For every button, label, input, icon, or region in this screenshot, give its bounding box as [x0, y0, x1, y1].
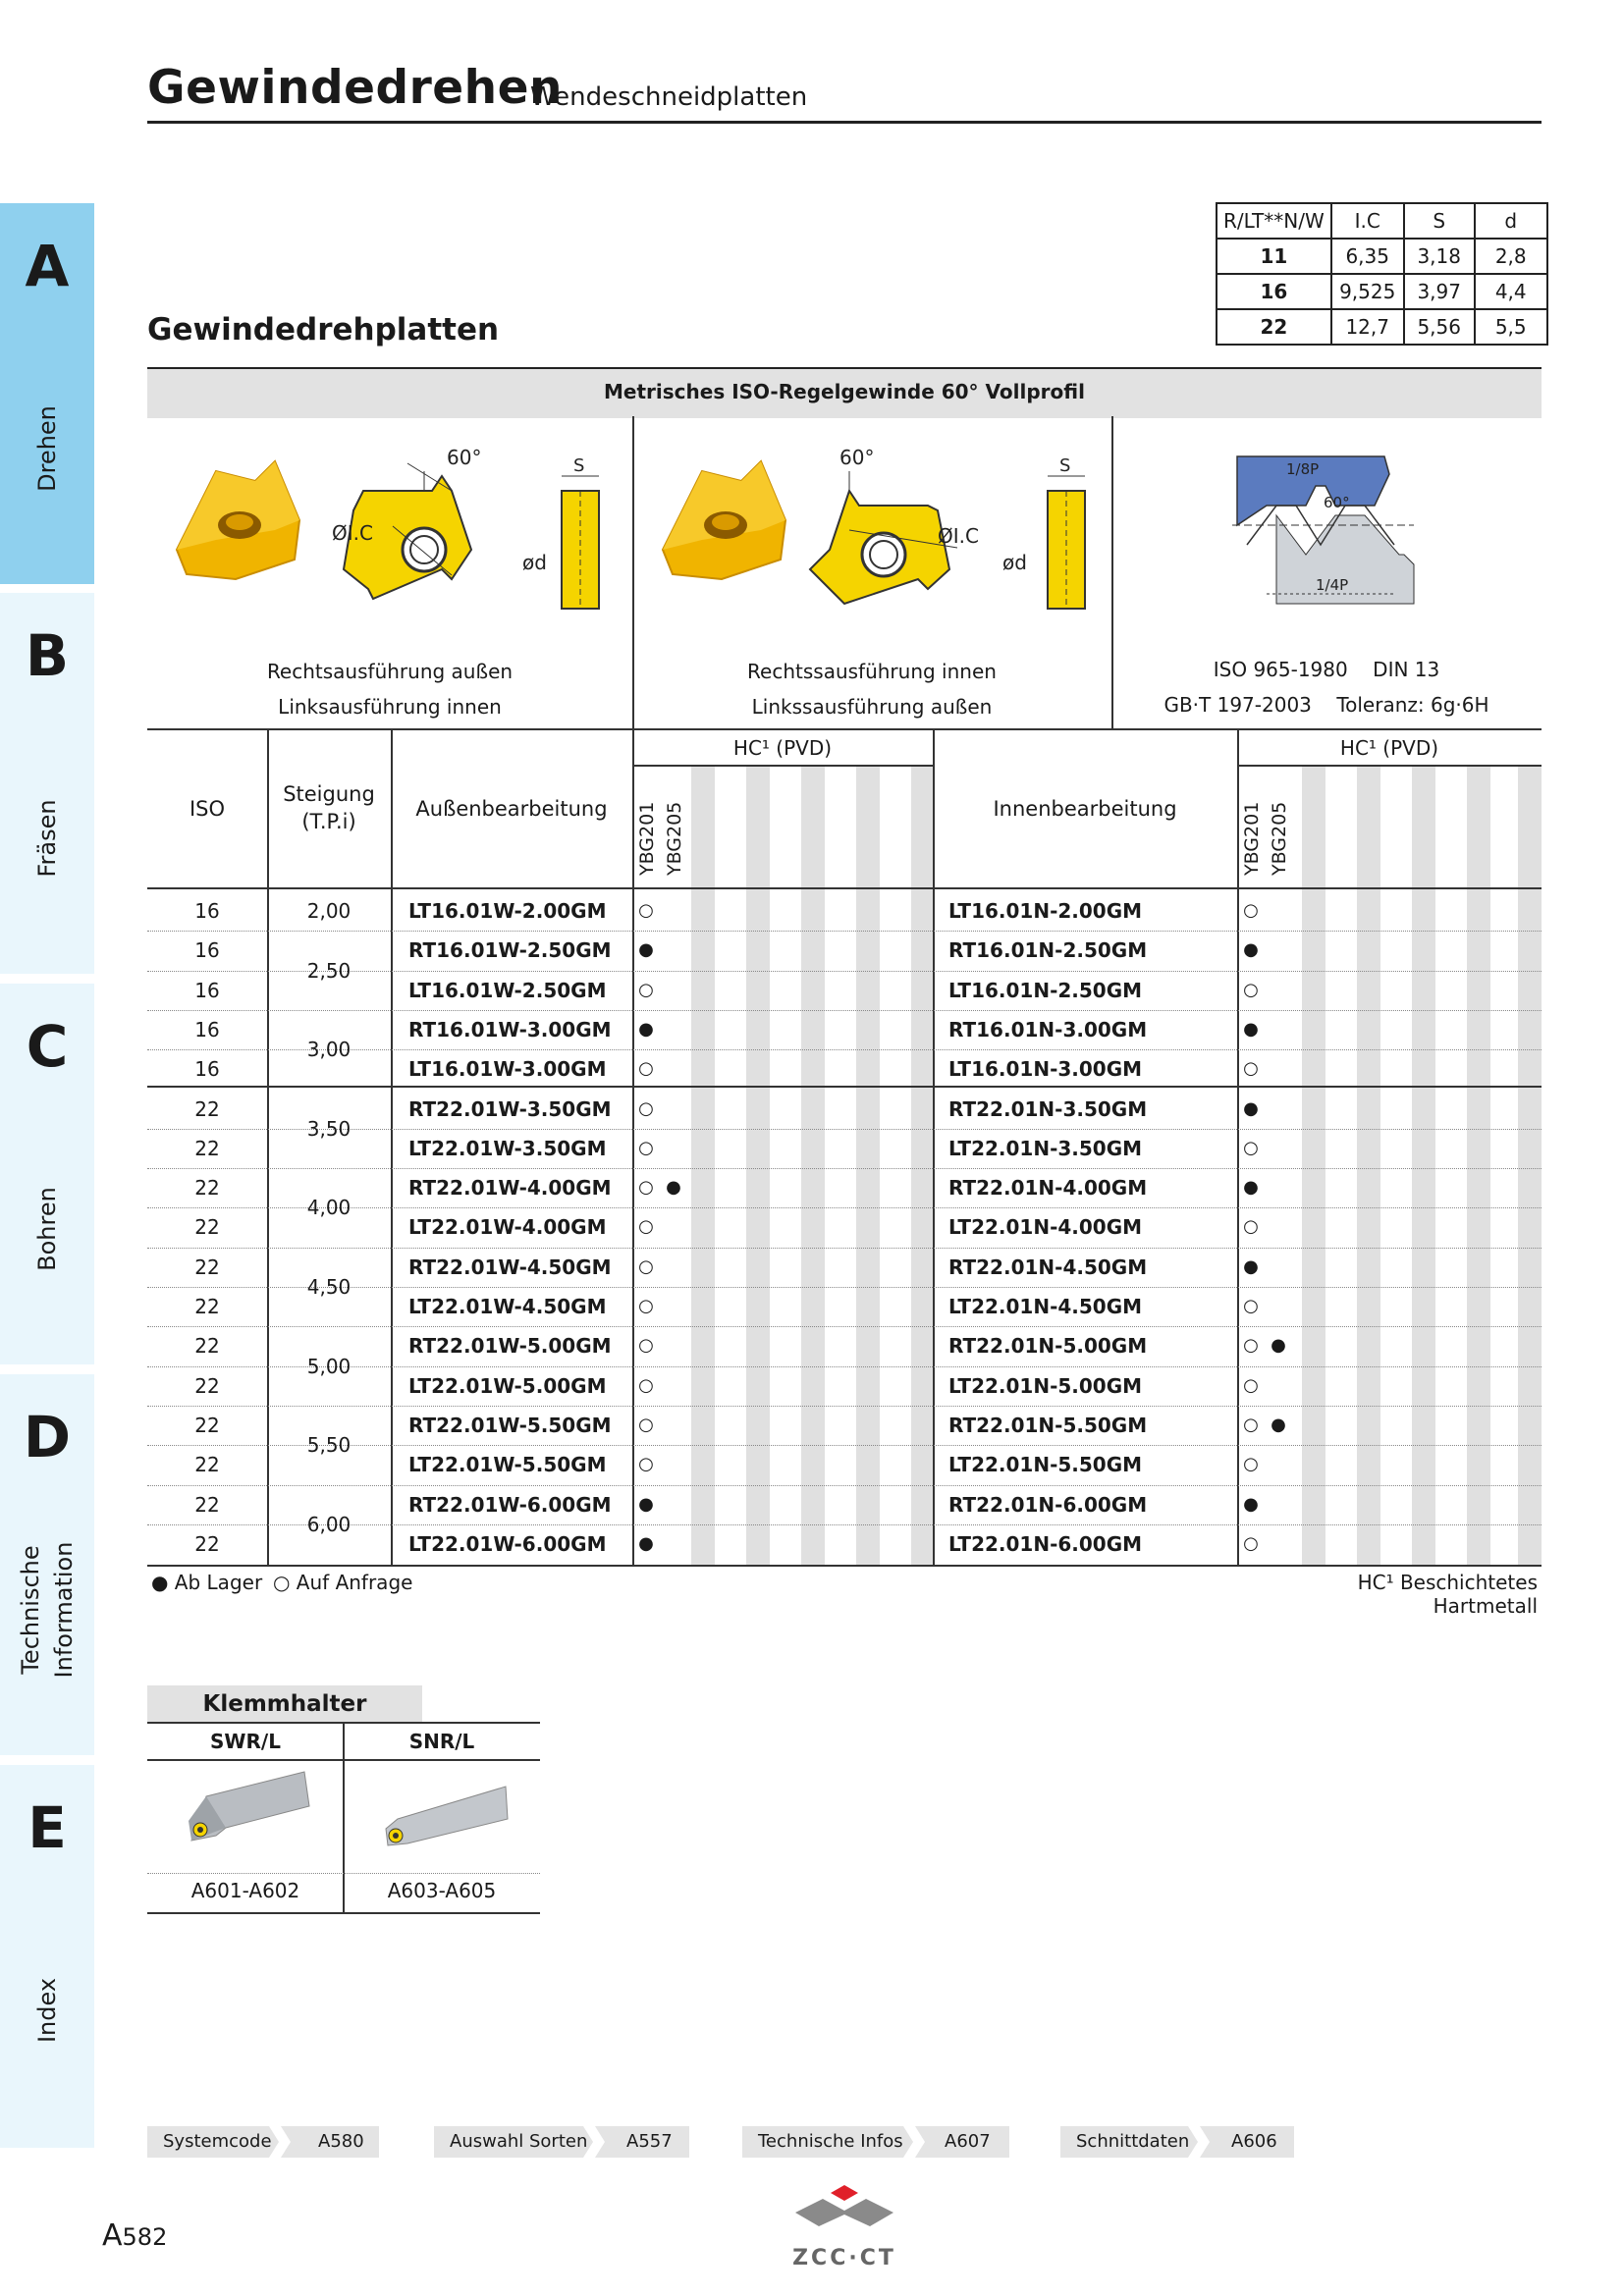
availability-ybg201-inner: ○ — [1243, 1532, 1259, 1554]
insert-front-view-icon — [810, 471, 957, 604]
availability-ybg201-outer: ○ — [638, 900, 654, 921]
header-hc-inner: HC¹ (PVD) — [1339, 736, 1439, 760]
size-cell: 2,8 — [1475, 239, 1547, 274]
chevron-right-icon — [269, 2126, 291, 2158]
pitch-cell: 5,00 — [306, 1354, 352, 1378]
availability-ybg201-outer: ● — [638, 939, 654, 961]
caption-norm-1: ISO 965-1980 DIN 13 — [1213, 658, 1440, 681]
nav-technische-infos[interactable] — [742, 2126, 1009, 2158]
outer-code-cell: LT22.01W-6.00GM — [408, 1531, 607, 1556]
grade-ybg201-outer: YBG201 — [636, 801, 658, 876]
inner-code-cell: RT22.01N-4.00GM — [948, 1176, 1148, 1201]
page-number — [102, 2218, 167, 2253]
iso-cell: 22 — [194, 1334, 220, 1359]
inner-code-cell: LT22.01N-5.50GM — [948, 1453, 1143, 1477]
availability-ybg205-outer — [664, 971, 683, 1010]
row-separator — [147, 1248, 1542, 1249]
availability-ybg205-outer — [664, 1248, 683, 1287]
header-pitch-tpi: (T.P.i) — [301, 810, 356, 833]
table-bottom-rule — [147, 1565, 1542, 1567]
size-header: d — [1475, 203, 1547, 239]
outer-code-cell: RT22.01W-5.00GM — [408, 1334, 612, 1359]
caption-outer-1: Rechtsausführung außen — [266, 660, 514, 683]
availability-ybg205-outer — [664, 1207, 683, 1247]
availability-ybg201-outer: ○ — [638, 1454, 654, 1475]
nav-label: Systemcode — [163, 2131, 272, 2152]
tab-label: Bohren — [33, 1187, 61, 1271]
availability-ybg201-inner: ○ — [1243, 1296, 1259, 1316]
inner-code-cell: LT16.01N-2.50GM — [948, 978, 1143, 1002]
size-cell: 5,5 — [1475, 309, 1547, 345]
s-label: S — [573, 455, 585, 476]
klemmhalter-title: Klemmhalter — [202, 1691, 367, 1717]
nav-label: Technische Infos — [758, 2131, 903, 2152]
availability-ybg205-inner — [1269, 971, 1288, 1010]
pitch-cell: 5,50 — [306, 1433, 352, 1458]
outer-code-cell: RT22.01W-4.50GM — [408, 1255, 612, 1279]
size-cell: 9,525 — [1331, 274, 1404, 309]
availability-ybg201-outer: ○ — [638, 1414, 654, 1435]
availability-ybg201-inner: ● — [1243, 1255, 1259, 1277]
tab-drehen[interactable] — [0, 203, 94, 584]
tab-technische-information[interactable] — [0, 1374, 94, 1755]
hc-rule — [634, 765, 933, 767]
size-cell: 3,18 — [1404, 239, 1475, 274]
size-cell: 3,97 — [1404, 274, 1475, 309]
availability-ybg201-outer: ○ — [638, 1296, 654, 1316]
outer-code-cell: LT16.01W-3.00GM — [408, 1057, 607, 1082]
inner-code-cell: RT22.01N-3.50GM — [948, 1096, 1148, 1121]
availability-ybg201-outer: ● — [638, 1018, 654, 1040]
header-outer: Außenbearbeitung — [415, 797, 608, 821]
ic-label: ØI.C — [938, 524, 979, 548]
availability-ybg205-outer — [664, 891, 683, 931]
availability-ybg201-outer: ○ — [638, 1097, 654, 1119]
inner-code-cell: LT22.01N-6.00GM — [948, 1531, 1143, 1556]
availability-ybg205-inner — [1269, 1485, 1288, 1524]
availability-ybg205-inner — [1269, 1010, 1288, 1049]
availability-ybg205-outer — [664, 1406, 683, 1445]
kh-col-snr: SNR/L — [408, 1730, 475, 1753]
outer-insert-illustration — [157, 432, 619, 618]
iso-cell: 22 — [194, 1136, 220, 1160]
outer-code-cell: RT16.01W-3.00GM — [408, 1017, 612, 1041]
availability-ybg205-inner — [1269, 891, 1288, 931]
size-header: R/LT**N/W — [1217, 203, 1331, 239]
size-cell: 22 — [1217, 309, 1331, 345]
iso-cell: 16 — [194, 938, 220, 963]
grade-stripe — [856, 766, 880, 1567]
iso-cell: 22 — [194, 1413, 220, 1437]
pitch-cell: 3,00 — [306, 1038, 352, 1062]
inner-code-cell: LT16.01N-3.00GM — [948, 1057, 1143, 1082]
row-separator — [147, 931, 1542, 932]
availability-ybg201-outer: ○ — [638, 1177, 654, 1199]
hc-rule — [1239, 765, 1542, 767]
availability-ybg201-inner: ○ — [1243, 900, 1259, 921]
tab-label: Drehen — [33, 405, 61, 492]
nav-schnittdaten[interactable] — [1060, 2126, 1294, 2158]
col-divider — [933, 728, 935, 1567]
zcc-logo-icon — [785, 2185, 903, 2244]
pitch-cell: 4,50 — [306, 1275, 352, 1299]
iso-cell: 22 — [194, 1215, 220, 1240]
swr-toolholder-icon[interactable] — [187, 1767, 314, 1865]
nav-page: A606 — [1231, 2131, 1277, 2152]
outer-code-cell: LT16.01W-2.00GM — [408, 899, 607, 923]
col-divider — [632, 728, 634, 1567]
inner-code-cell: RT22.01N-4.50GM — [948, 1255, 1148, 1279]
tab-index[interactable] — [0, 1765, 94, 2148]
grade-stripe — [1412, 766, 1435, 1567]
availability-ybg201-inner: ● — [1243, 1177, 1259, 1199]
availability-ybg205-inner — [1269, 1287, 1288, 1326]
tab-fraesen[interactable] — [0, 593, 94, 974]
availability-ybg205-outer: ● — [666, 1177, 681, 1199]
grade-ybg205-inner: YBG205 — [1269, 801, 1290, 876]
size-cell: 4,4 — [1475, 274, 1547, 309]
inner-code-cell: LT16.01N-2.00GM — [948, 899, 1143, 923]
size-table — [1216, 202, 1548, 346]
row-separator — [147, 1326, 1542, 1327]
nav-systemcode[interactable] — [147, 2126, 379, 2158]
ic-label: ØI.C — [332, 521, 373, 545]
availability-ybg205-inner — [1269, 931, 1288, 970]
header-hc-outer: HC¹ (PVD) — [732, 736, 833, 760]
availability-ybg205-inner — [1269, 1524, 1288, 1564]
iso-cell: 22 — [194, 1255, 220, 1279]
pitch-quarter-label: 1/4P — [1316, 576, 1349, 594]
availability-ybg201-inner: ● — [1243, 939, 1259, 961]
section-heading: Gewindedrehplatten — [147, 312, 500, 347]
availability-ybg201-inner: ○ — [1243, 1137, 1259, 1158]
inner-code-cell: LT22.01N-5.00GM — [948, 1373, 1143, 1398]
logo-wordmark: ZCC·CT — [792, 2246, 896, 2270]
availability-ybg201-inner: ● — [1243, 1493, 1259, 1515]
availability-ybg205-inner — [1269, 1207, 1288, 1247]
availability-ybg201-inner: ○ — [1243, 1374, 1259, 1396]
insert-side-view-icon — [562, 476, 599, 609]
size-header: S — [1404, 203, 1475, 239]
iso-cell: 22 — [194, 1295, 220, 1318]
availability-ybg205-outer — [664, 1010, 683, 1049]
grade-stripe — [1518, 766, 1542, 1567]
availability-ybg205-inner — [1269, 1049, 1288, 1089]
d-label: ød — [522, 551, 547, 574]
availability-ybg201-outer: ○ — [638, 1255, 654, 1277]
nav-page: A607 — [945, 2131, 991, 2152]
group-rule — [147, 1086, 1542, 1088]
caption-inner-2: Linkssausführung außen — [751, 695, 993, 719]
pitch-cell: 2,50 — [306, 958, 352, 983]
availability-ybg201-inner: ○ — [1243, 1454, 1259, 1475]
iso-cell: 22 — [194, 1492, 220, 1517]
chevron-right-icon — [903, 2126, 925, 2158]
nav-label: Schnittdaten — [1076, 2131, 1190, 2152]
tab-letter: C — [26, 1013, 69, 1080]
tab-letter: D — [23, 1404, 72, 1470]
page-subtitle: Wendeschneidplatten — [530, 82, 808, 112]
snr-toolholder-icon[interactable] — [378, 1775, 515, 1863]
grade-stripe — [746, 766, 770, 1567]
tab-letter: B — [25, 622, 70, 689]
size-cell: 12,7 — [1331, 309, 1404, 345]
kh-col-swr: SWR/L — [210, 1730, 281, 1753]
legend-stock: ● Ab Lager — [151, 1571, 263, 1594]
iso-cell: 22 — [194, 1373, 220, 1398]
iso-cell: 16 — [194, 899, 220, 923]
availability-ybg201-inner: ○ — [1243, 1058, 1259, 1080]
iso-cell: 16 — [194, 1017, 220, 1041]
availability-ybg205-outer — [664, 1485, 683, 1524]
chevron-right-icon — [1188, 2126, 1210, 2158]
availability-ybg201-inner: ● — [1243, 1018, 1259, 1040]
pitch-cell: 2,00 — [306, 899, 352, 924]
availability-ybg205-inner: ● — [1271, 1414, 1286, 1435]
availability-ybg205-outer — [664, 1287, 683, 1326]
grade-ybg201-inner: YBG201 — [1241, 801, 1263, 876]
chevron-right-icon — [583, 2126, 605, 2158]
inner-code-cell: LT22.01N-4.50GM — [948, 1295, 1143, 1318]
iso-cell: 16 — [194, 1057, 220, 1082]
size-header: I.C — [1331, 203, 1404, 239]
nav-page: A557 — [626, 2131, 673, 2152]
row-separator — [147, 1406, 1542, 1407]
profile-band-title: Metrisches ISO-Regelgewinde 60° Vollprofil — [604, 380, 1085, 403]
header-inner: Innenbearbeitung — [993, 797, 1177, 821]
tab-label: Technische Information — [17, 1541, 78, 1679]
caption-inner-1: Rechtssausführung innen — [747, 660, 997, 683]
inner-code-cell: LT22.01N-4.00GM — [948, 1215, 1143, 1240]
availability-ybg205-outer — [664, 1090, 683, 1129]
tab-label: Fräsen — [33, 799, 61, 878]
kh-bottom-rule — [147, 1912, 540, 1914]
outer-code-cell: RT22.01W-6.00GM — [408, 1492, 612, 1517]
angle-60-label: 60° — [1324, 494, 1350, 511]
nav-page: A580 — [318, 2131, 364, 2152]
inner-code-cell: LT22.01N-3.50GM — [948, 1136, 1143, 1160]
availability-ybg201-inner: ○ — [1243, 1335, 1259, 1357]
insert-3d-icon — [177, 461, 299, 579]
insert-side-view-icon — [1048, 476, 1085, 609]
availability-ybg205-outer — [664, 1524, 683, 1564]
page-digits: 582 — [122, 2223, 168, 2251]
thread-profile-diagram — [1227, 447, 1424, 614]
iso-cell: 22 — [194, 1096, 220, 1121]
col-divider — [391, 728, 393, 1567]
availability-ybg205-inner — [1269, 1248, 1288, 1287]
pitch-cell: 6,00 — [306, 1512, 352, 1536]
angle-label: 60° — [447, 446, 482, 469]
iso-cell: 22 — [194, 1531, 220, 1556]
size-cell: 16 — [1217, 274, 1331, 309]
caption-outer-2: Linksausführung innen — [278, 695, 502, 719]
col-divider — [1237, 728, 1239, 1567]
outer-code-cell: RT16.01W-2.50GM — [408, 938, 612, 963]
grade-ybg205-outer: YBG205 — [664, 801, 685, 876]
inner-code-cell: RT16.01N-2.50GM — [948, 938, 1148, 963]
tab-letter: E — [27, 1794, 67, 1861]
availability-ybg205-outer — [664, 1445, 683, 1484]
availability-ybg205-outer — [664, 1326, 683, 1365]
availability-ybg201-outer: ○ — [638, 1216, 654, 1238]
size-cell: 6,35 — [1331, 239, 1404, 274]
d-label: ød — [1002, 551, 1027, 574]
inner-code-cell: RT16.01N-3.00GM — [948, 1017, 1148, 1041]
availability-ybg201-outer: ○ — [638, 1335, 654, 1357]
availability-ybg201-outer: ● — [638, 1493, 654, 1515]
availability-ybg201-outer: ○ — [638, 1137, 654, 1158]
outer-code-cell: LT22.01W-5.50GM — [408, 1453, 607, 1477]
inner-code-cell: RT22.01N-5.00GM — [948, 1334, 1148, 1359]
header-pitch: Steigung — [283, 782, 375, 806]
iso-cell: 16 — [194, 978, 220, 1002]
availability-ybg205-outer — [664, 931, 683, 970]
outer-code-cell: LT16.01W-2.50GM — [408, 978, 607, 1002]
outer-code-cell: RT22.01W-5.50GM — [408, 1413, 612, 1437]
row-separator — [147, 1010, 1542, 1011]
availability-ybg201-inner: ○ — [1243, 1216, 1259, 1238]
inner-insert-illustration — [643, 432, 1105, 618]
pitch-eighth-label: 1/8P — [1286, 460, 1320, 478]
availability-ybg201-inner: ○ — [1243, 979, 1259, 1000]
pitch-cell: 4,00 — [306, 1196, 352, 1220]
caption-norm-2: GB·T 197-2003 Toleranz: 6g·6H — [1163, 693, 1489, 717]
table-top-rule — [147, 728, 1542, 730]
nav-label: Auswahl Sorten — [450, 2131, 588, 2152]
availability-ybg201-inner: ● — [1243, 1097, 1259, 1119]
availability-ybg205-inner: ● — [1271, 1335, 1286, 1357]
size-cell: 11 — [1217, 239, 1331, 274]
nav-auswahl-sorten[interactable] — [434, 2126, 689, 2158]
availability-ybg205-inner — [1269, 1090, 1288, 1129]
pitch-cell: 3,50 — [306, 1116, 352, 1141]
outer-code-cell: LT22.01W-4.50GM — [408, 1295, 607, 1318]
kh-ref-swr[interactable]: A601-A602 — [190, 1879, 300, 1902]
iso-cell: 22 — [194, 1453, 220, 1477]
outer-code-cell: RT22.01W-4.00GM — [408, 1176, 612, 1201]
header-rule — [147, 121, 1542, 124]
inner-code-cell: RT22.01N-5.50GM — [948, 1413, 1148, 1437]
availability-ybg205-outer — [664, 1129, 683, 1168]
iso-cell: 22 — [194, 1176, 220, 1201]
availability-ybg201-outer: ● — [638, 1532, 654, 1554]
grade-stripe — [691, 766, 715, 1567]
availability-ybg205-outer — [664, 1366, 683, 1406]
grade-stripe — [801, 766, 825, 1567]
row-separator — [147, 1485, 1542, 1486]
legend-request: ○ Auf Anfrage — [273, 1571, 413, 1594]
size-cell: 5,56 — [1404, 309, 1475, 345]
outer-code-cell: LT22.01W-5.00GM — [408, 1373, 607, 1398]
availability-ybg201-outer: ○ — [638, 979, 654, 1000]
header-bottom-rule — [147, 887, 1542, 889]
availability-ybg201-inner: ○ — [1243, 1414, 1259, 1435]
availability-ybg201-outer: ○ — [638, 1058, 654, 1080]
grade-stripe — [1302, 766, 1325, 1567]
page-letter: A — [102, 2218, 123, 2253]
kh-dotted-rule — [147, 1873, 540, 1874]
angle-label: 60° — [839, 446, 875, 469]
availability-ybg205-inner — [1269, 1129, 1288, 1168]
kh-ref-snr[interactable]: A603-A605 — [387, 1879, 497, 1902]
availability-ybg201-outer: ○ — [638, 1374, 654, 1396]
tab-bohren[interactable] — [0, 984, 94, 1364]
availability-ybg205-outer — [664, 1049, 683, 1089]
inner-code-cell: RT22.01N-6.00GM — [948, 1492, 1148, 1517]
availability-ybg205-inner — [1269, 1366, 1288, 1406]
legend-coating: HC¹ Beschichtetes Hartmetall — [1357, 1571, 1538, 1618]
tab-label: Index — [33, 1977, 61, 2044]
s-label: S — [1059, 455, 1071, 476]
tab-letter: A — [25, 233, 70, 299]
grade-stripe — [1357, 766, 1380, 1567]
page-title: Gewindedrehen — [147, 61, 563, 115]
outer-code-cell: LT22.01W-3.50GM — [408, 1136, 607, 1160]
availability-ybg205-inner — [1269, 1445, 1288, 1484]
outer-code-cell: RT22.01W-3.50GM — [408, 1096, 612, 1121]
grade-stripe — [911, 766, 935, 1567]
header-iso: ISO — [189, 797, 226, 821]
availability-ybg205-inner — [1269, 1168, 1288, 1207]
outer-code-cell: LT22.01W-4.00GM — [408, 1215, 607, 1240]
insert-3d-icon — [663, 461, 785, 579]
grade-stripe — [1467, 766, 1490, 1567]
row-separator — [147, 1168, 1542, 1169]
